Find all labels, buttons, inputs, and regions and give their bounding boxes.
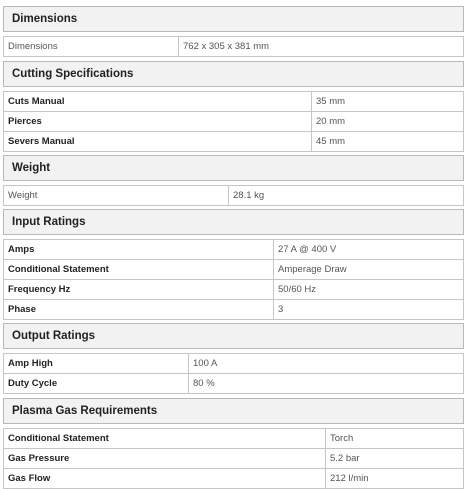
section-title: Weight bbox=[3, 155, 464, 181]
row-label: Frequency Hz bbox=[4, 280, 274, 299]
section-weight bbox=[3, 155, 464, 206]
section-dimensions bbox=[3, 6, 464, 57]
row-value: Amperage Draw bbox=[278, 264, 347, 275]
row-label: Cuts Manual bbox=[4, 92, 312, 111]
row-value: 762 x 305 x 381 mm bbox=[183, 41, 270, 52]
row-value: 35 mm bbox=[316, 96, 346, 107]
row-label: Conditional Statement bbox=[4, 429, 326, 448]
row-value: 45 mm bbox=[316, 136, 346, 147]
section-title: Output Ratings bbox=[3, 323, 464, 349]
row-label: Duty Cycle bbox=[4, 374, 189, 393]
spec-table bbox=[3, 353, 464, 394]
row-value: 27 A @ 400 V bbox=[278, 244, 337, 255]
spec-table bbox=[3, 239, 464, 320]
row-label: Conditional Statement bbox=[4, 260, 274, 279]
row-label: Amps bbox=[4, 240, 274, 259]
row-value: 20 mm bbox=[316, 116, 346, 127]
table-row bbox=[4, 354, 463, 374]
table-row bbox=[4, 240, 463, 260]
spec-table bbox=[3, 428, 464, 489]
table-row bbox=[4, 300, 463, 320]
table-row bbox=[4, 429, 463, 449]
table-row bbox=[4, 132, 463, 152]
table-row bbox=[4, 112, 463, 132]
row-value: 28.1 kg bbox=[233, 190, 265, 201]
row-value: 212 l/min bbox=[330, 473, 369, 484]
section-title: Input Ratings bbox=[3, 209, 464, 235]
row-value: 5.2 bar bbox=[330, 453, 360, 464]
section-input-ratings bbox=[3, 209, 464, 320]
row-label: Phase bbox=[4, 300, 274, 319]
row-label: Gas Flow bbox=[4, 469, 326, 488]
row-label: Pierces bbox=[4, 112, 312, 131]
row-label: Dimensions bbox=[4, 37, 179, 56]
row-value: 3 bbox=[278, 304, 284, 315]
row-label: Severs Manual bbox=[4, 132, 312, 151]
section-title: Cutting Specifications bbox=[3, 61, 464, 87]
spec-table bbox=[3, 185, 464, 206]
table-row bbox=[4, 37, 463, 57]
row-value: 80 % bbox=[193, 378, 215, 389]
section-title: Plasma Gas Requirements bbox=[3, 398, 464, 424]
table-row bbox=[4, 374, 463, 394]
row-value: Torch bbox=[330, 433, 354, 444]
row-value: 50/60 Hz bbox=[278, 284, 317, 295]
table-row bbox=[4, 186, 463, 206]
row-label: Gas Pressure bbox=[4, 449, 326, 468]
table-row bbox=[4, 92, 463, 112]
table-row bbox=[4, 280, 463, 300]
row-label: Amp High bbox=[4, 354, 189, 373]
table-row bbox=[4, 260, 463, 280]
row-value: 100 A bbox=[193, 358, 218, 369]
section-plasma-gas-requirements bbox=[3, 398, 464, 489]
section-output-ratings bbox=[3, 323, 464, 394]
spec-table bbox=[3, 36, 464, 57]
section-cutting-specifications bbox=[3, 61, 464, 152]
table-row bbox=[4, 469, 463, 489]
section-title: Dimensions bbox=[3, 6, 464, 32]
spec-table bbox=[3, 91, 464, 152]
row-label: Weight bbox=[4, 186, 229, 205]
table-row bbox=[4, 449, 463, 469]
